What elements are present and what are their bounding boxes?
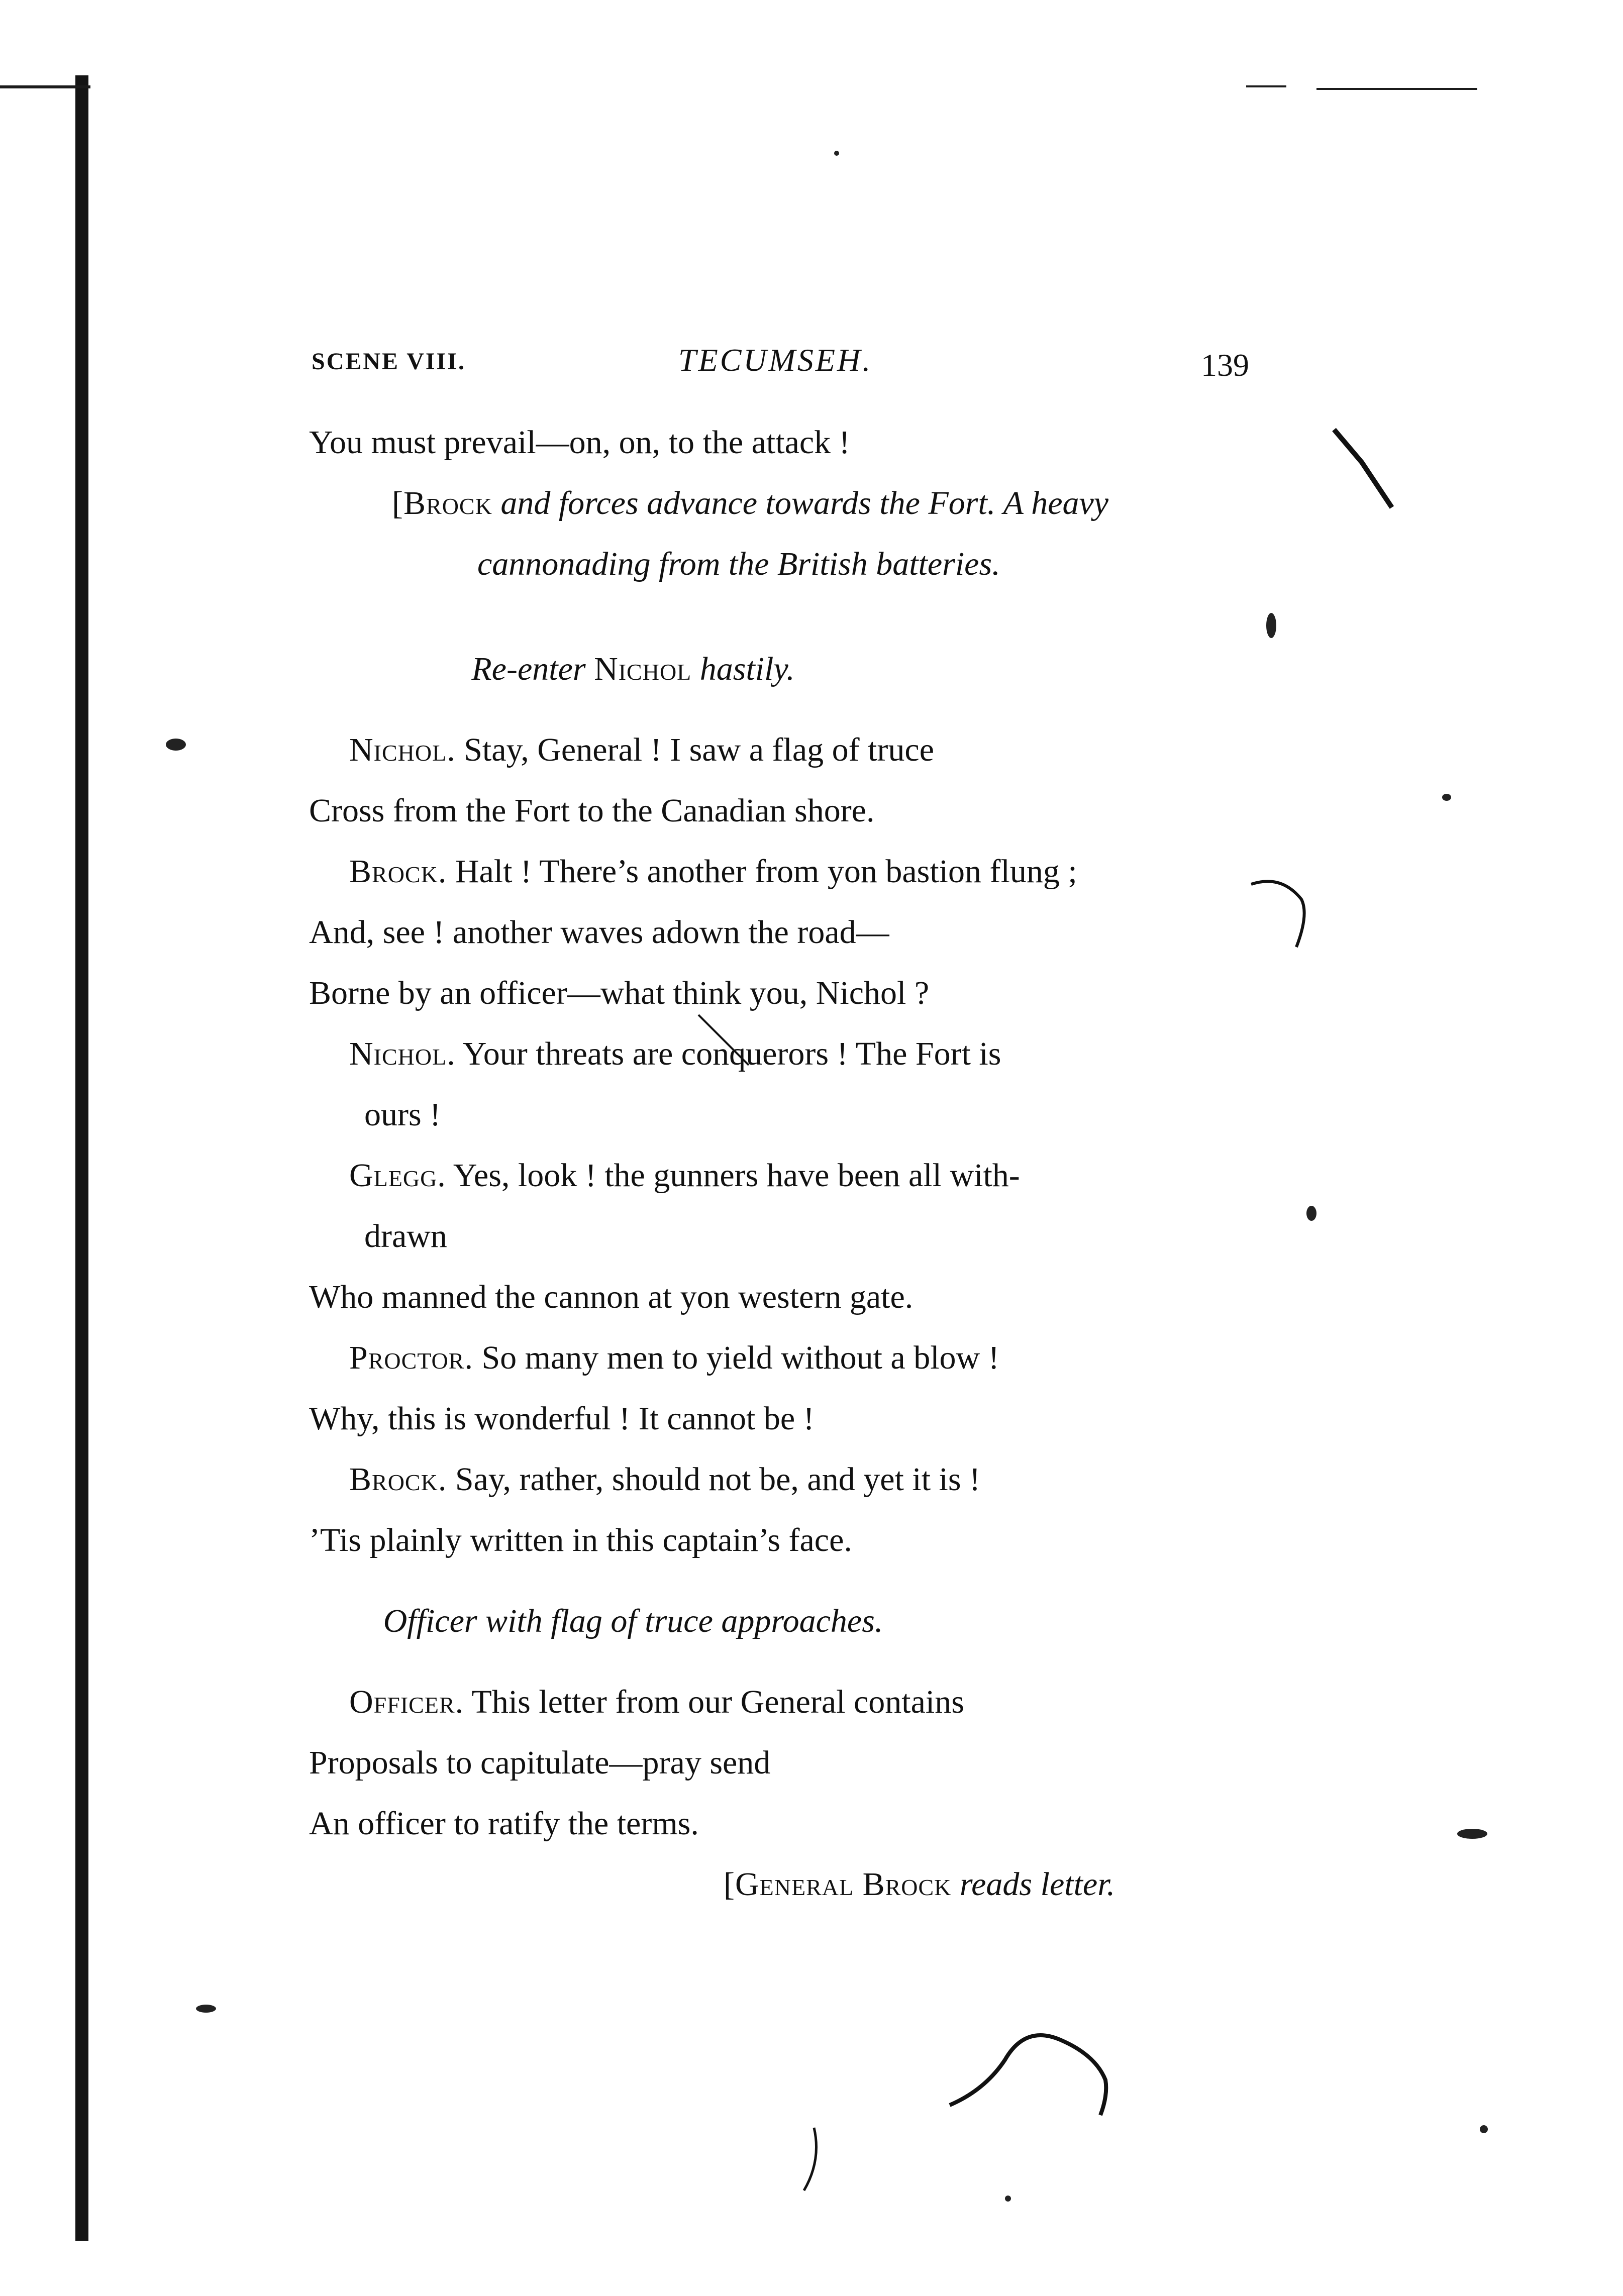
direction-text: reads letter.	[951, 1866, 1115, 1903]
speaker-name: Proctor.	[349, 1339, 473, 1376]
entrance-direction	[0, 639, 1266, 699]
speaker-name: Nichol	[594, 651, 692, 687]
speaker-name: Brock.	[349, 853, 447, 890]
bracket: [	[724, 1866, 735, 1903]
speaker-name: Brock.	[349, 1461, 447, 1498]
ink-speck	[196, 2005, 216, 2013]
line-text: An officer to ratify the terms.	[309, 1805, 699, 1842]
ink-speck	[1005, 2196, 1011, 2202]
verse-line	[0, 1732, 1623, 1793]
ink-speck	[834, 151, 839, 156]
speaker-name: Brock	[403, 485, 492, 521]
line-text: Why, this is wonderful ! It cannot be !	[309, 1400, 815, 1437]
verse-line	[0, 1793, 1623, 1854]
line-text: Cross from the Fort to the Canadian shore.	[309, 792, 875, 829]
verse-line	[0, 780, 1623, 841]
speech-line	[0, 1023, 1623, 1084]
scan-edge-mark	[0, 85, 90, 88]
line-text: Proposals to capitulate—pray send	[309, 1744, 771, 1781]
line-text: And, see ! another waves adown the road—	[309, 914, 889, 951]
page-number: 139	[1201, 347, 1249, 383]
speech-line	[0, 1672, 1623, 1732]
line-text: Halt ! There’s another from yon bastion flung ;	[447, 853, 1077, 890]
verse-line	[0, 1388, 1623, 1449]
speaker-name: Nichol.	[349, 1035, 456, 1072]
line-text: ’Tis plainly written in this captain’s face.	[309, 1522, 852, 1558]
verse-line	[0, 1510, 1623, 1571]
speaker-name: Glegg.	[349, 1157, 446, 1194]
verse-line	[0, 412, 1623, 473]
stage-direction	[0, 1591, 1266, 1651]
play-text	[0, 412, 1623, 1915]
speech-line	[0, 1145, 1623, 1206]
line-text: ours !	[364, 1096, 441, 1133]
speaker-name: General Brock	[735, 1866, 952, 1903]
speech-line	[0, 1449, 1623, 1510]
line-text: Say, rather, should not be, and yet it is !	[447, 1461, 981, 1498]
speech-line	[0, 719, 1623, 780]
line-text: Yes, look ! the gunners have been all with-	[446, 1157, 1020, 1194]
direction-text: cannonading from the British batteries.	[477, 546, 1000, 582]
verse-line	[0, 1267, 1623, 1327]
speech-line	[0, 841, 1623, 902]
scene-label: SCENE VIII.	[312, 348, 466, 375]
speech-line	[0, 1327, 1623, 1388]
direction-text: Re-enter	[471, 651, 594, 687]
exit-direction	[0, 1854, 1623, 1915]
book-title: TECUMSEH.	[678, 342, 873, 378]
running-header	[0, 342, 1623, 392]
stage-direction-continued	[0, 534, 1623, 594]
pen-stroke-mark	[799, 2125, 829, 2196]
scan-edge-mark	[1246, 85, 1286, 87]
direction-text: Officer with flag of truce approaches.	[383, 1603, 883, 1639]
speaker-name: Officer.	[349, 1684, 464, 1720]
pen-stroke-mark	[945, 2020, 1115, 2120]
line-text: Who manned the cannon at yon western gate.	[309, 1279, 914, 1315]
stage-direction	[0, 473, 1623, 534]
direction-text: hastily.	[691, 651, 795, 687]
line-text: drawn	[364, 1218, 447, 1255]
line-text: So many men to yield without a blow !	[473, 1339, 999, 1376]
verse-line	[0, 963, 1623, 1023]
bracket: [	[392, 485, 403, 521]
line-text: Borne by an officer—what think you, Nichol ?	[309, 975, 930, 1011]
direction-text: and forces advance towards the Fort. A heavy	[492, 485, 1109, 521]
line-text: Stay, General ! I saw a flag of truce	[455, 732, 934, 768]
verse-line	[0, 902, 1623, 963]
verse-continuation	[0, 1206, 1623, 1267]
speaker-name: Nichol.	[349, 732, 456, 768]
line-text: You must prevail—on, on, to the attack !	[309, 424, 850, 461]
scan-edge-mark	[1316, 88, 1477, 90]
verse-continuation	[0, 1084, 1623, 1145]
line-text: Your threats are conquerors ! The Fort is	[455, 1035, 1001, 1072]
line-text: This letter from our General contains	[464, 1684, 964, 1720]
ink-speck	[1480, 2125, 1488, 2133]
